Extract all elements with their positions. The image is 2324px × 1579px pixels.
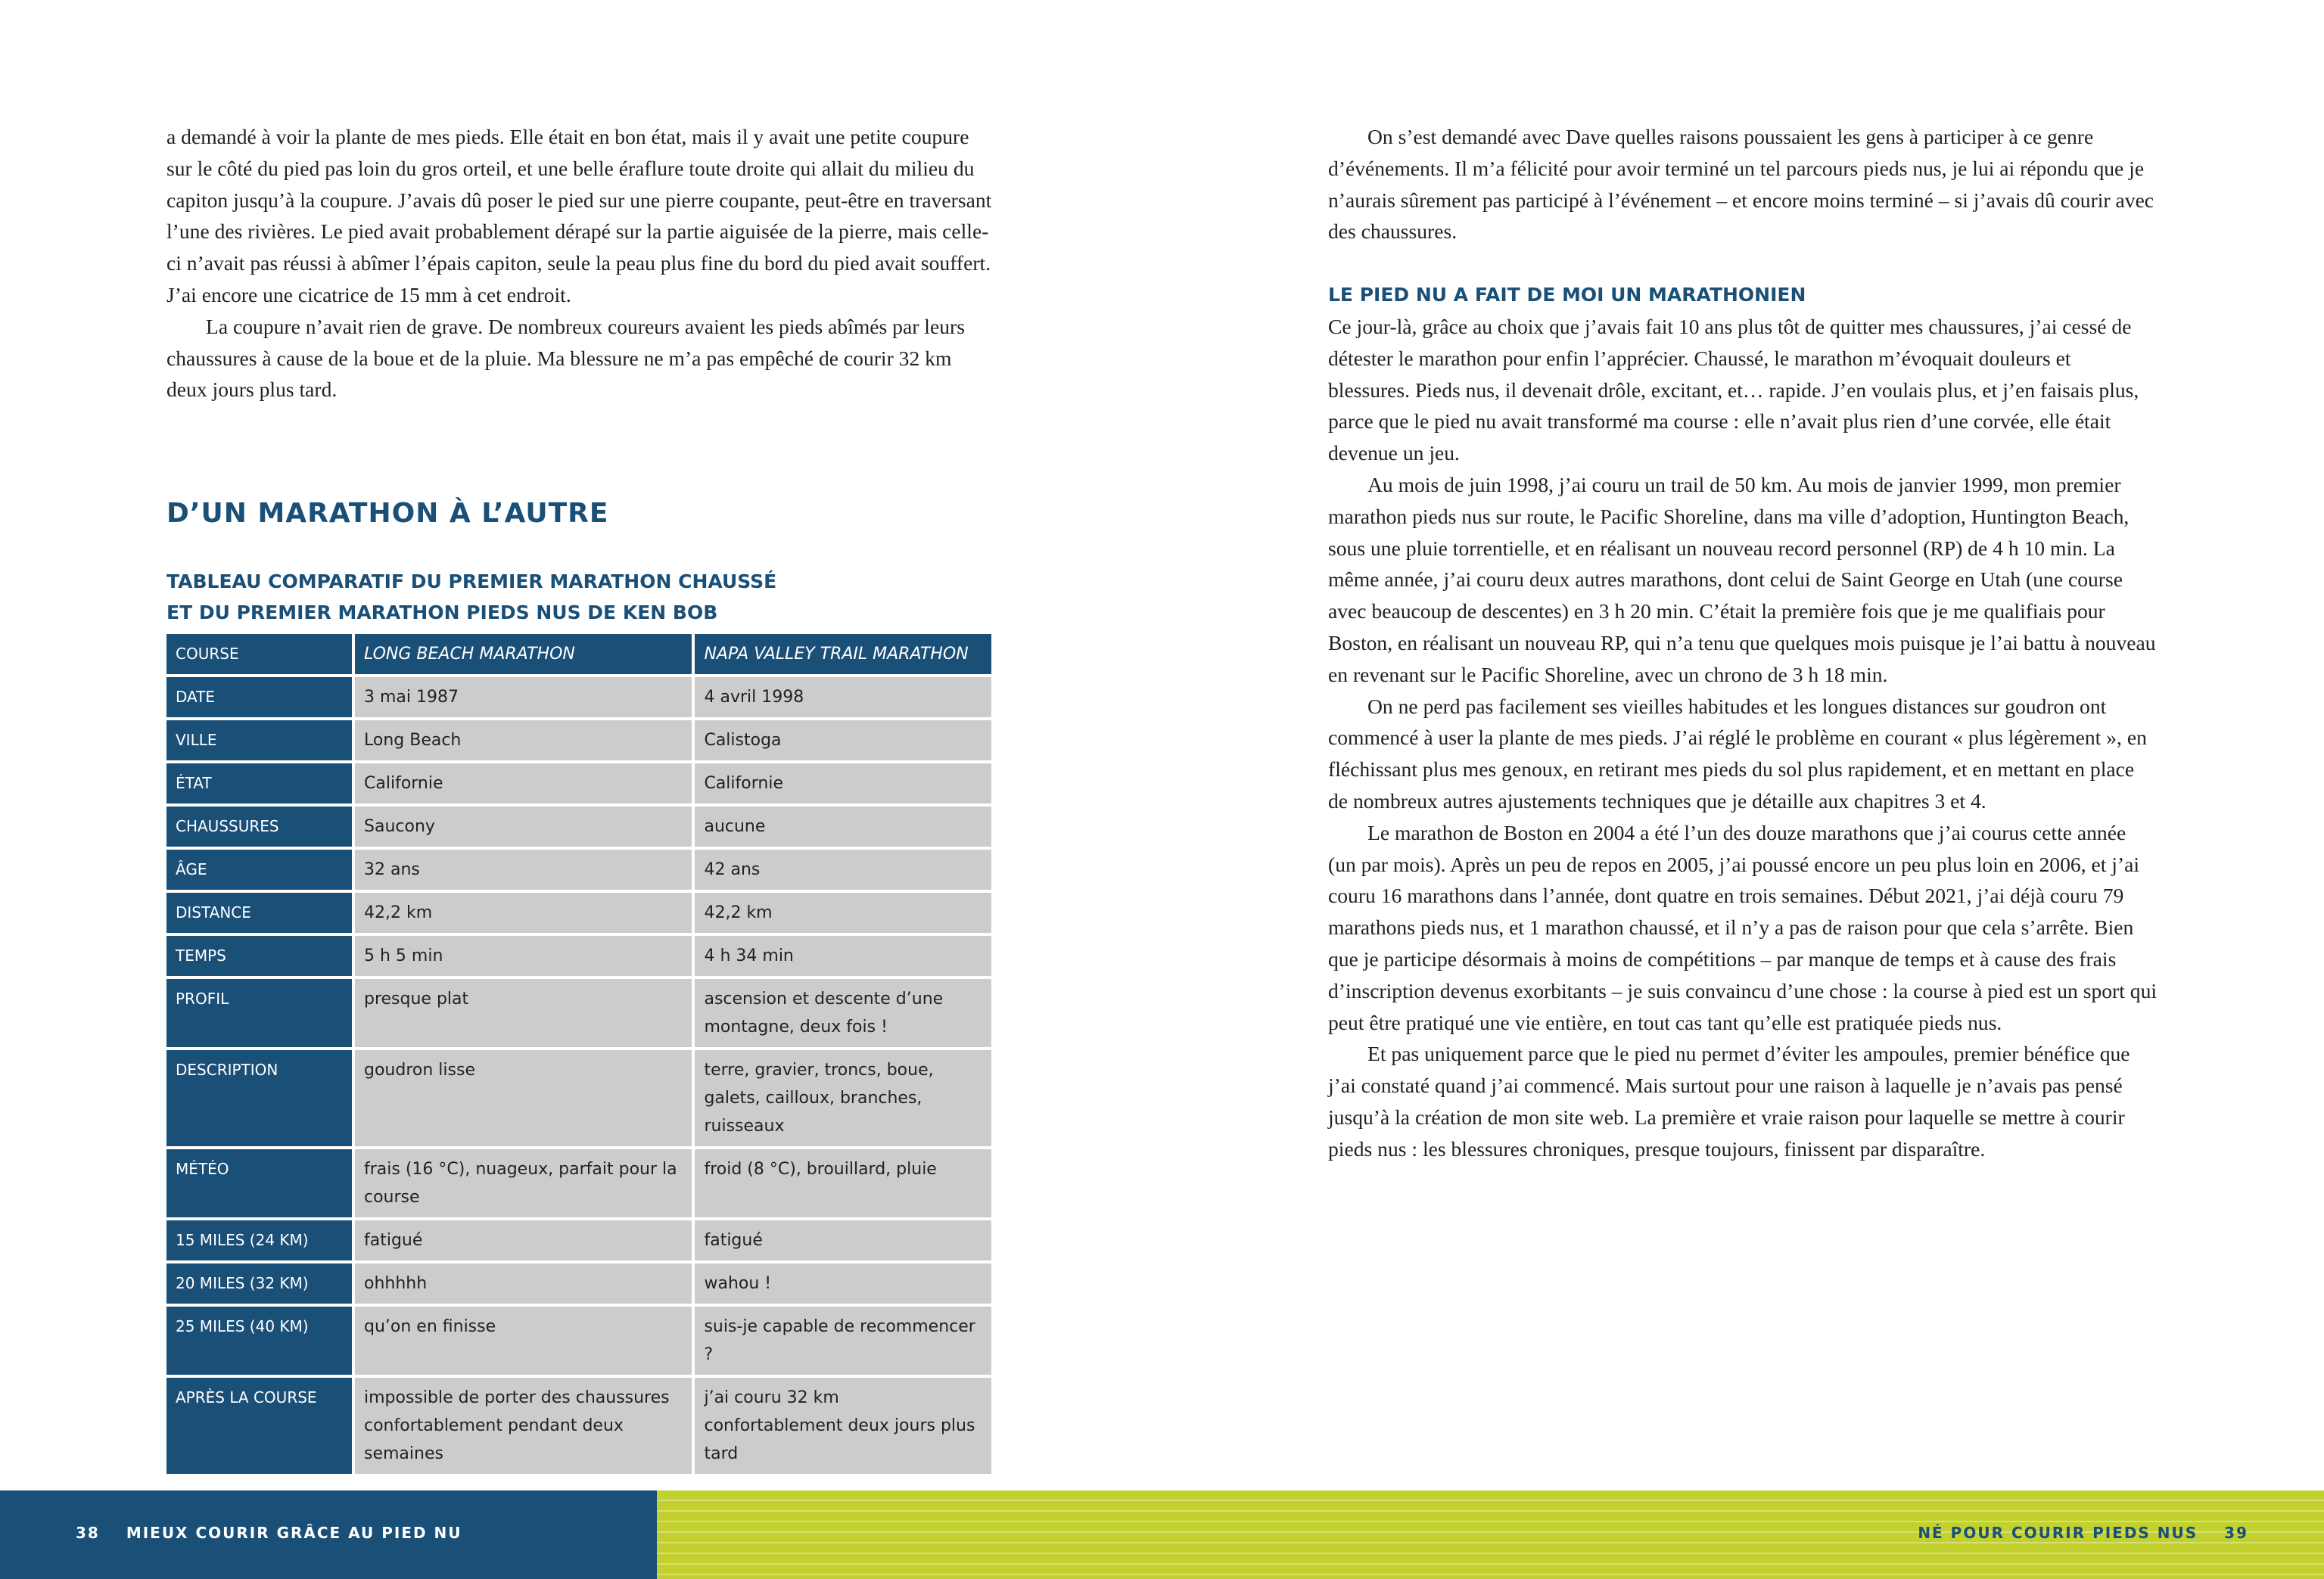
comparison-table xyxy=(163,631,994,1477)
header-course: COURSE xyxy=(166,634,352,674)
row-label: DESCRIPTION xyxy=(166,1050,352,1146)
cell-long-beach: ohhhhh xyxy=(355,1264,692,1304)
table-row xyxy=(166,807,991,847)
cell-long-beach: fatigué xyxy=(355,1220,692,1260)
table-body xyxy=(166,677,991,1474)
cell-long-beach: Saucony xyxy=(355,807,692,847)
table-row xyxy=(166,893,991,933)
cell-napa-valley: terre, gravier, troncs, boue, galets, cailloux, branches, ruisseaux xyxy=(695,1050,991,1146)
cell-napa-valley: Californie xyxy=(695,763,991,803)
cell-napa-valley: ascension et descente d’une montagne, deux fois ! xyxy=(695,979,991,1047)
cell-napa-valley: Calistoga xyxy=(695,720,991,760)
right-paragraph-2: Au mois de juin 1998, j’ai couru un trail de 50 km. Au mois de janvier 1999, mon premier marathon pieds nus sur route, le Pacific Shoreline, dans ma ville d’adoption, Huntington Beach, sous une pluie torrentielle, et en réalisant un nouveau record personnel (RP) de 4 h 10 min. La même année, j’ai couru deux autres marathons, dont celui de Saint George en Utah (une course avec beaucoup de descentes) en 3 h 20 min. C’était la première fois que je me qualifiais pour Boston, en réalisant un nouveau RP, qui n’a tenu que quelques mois puisque je l’ai battu à nouveau en revenant sur le Pacific Shoreline, avec un chrono de 3 h 18 min. xyxy=(1328,472,2156,686)
right-paragraph-3: On ne perd pas facilement ses vieilles habitudes et les longues distances sur goudron ont commencé à user la plante de mes pieds. J’ai réglé le problème en courant « plus légèrement », en fléchissant plus mes genoux, en retirant mes pieds du sol plus rapidement, et en mettant en place de nombreux autres ajustements techniques que je détaille aux chapitres 3 et 4. xyxy=(1328,694,2147,813)
table-title xyxy=(166,566,999,628)
table-row xyxy=(166,850,991,890)
cell-napa-valley: 4 h 34 min xyxy=(695,936,991,976)
cell-long-beach: Californie xyxy=(355,763,692,803)
cell-napa-valley: fatigué xyxy=(695,1220,991,1260)
cell-napa-valley: j’ai couru 32 km confortablement deux jours plus tard xyxy=(695,1378,991,1474)
left-page-text xyxy=(166,121,996,406)
cell-long-beach: 42,2 km xyxy=(355,893,692,933)
header-napa-valley: NAPA VALLEY TRAIL MARATHON xyxy=(695,634,991,674)
right-paragraph-5: Et pas uniquement parce que le pied nu permet d’éviter les ampoules, premier bénéfice que j’ai constaté quand j’ai commencé. Mais surtout pour une raison à laquelle je n’avais pas pensé jusqu’à la création de mon site web. La première et vraie raison pour laquelle se mettre à courir pieds nus : les blessures chroniques, presque toujours, finissent par disparaître. xyxy=(1328,1042,2130,1161)
table-row xyxy=(166,979,991,1047)
table-row xyxy=(166,763,991,803)
right-page-text xyxy=(1328,121,2158,1165)
left-page-number: 38 xyxy=(76,1524,100,1542)
cell-long-beach: Long Beach xyxy=(355,720,692,760)
row-label: DATE xyxy=(166,677,352,717)
table-row xyxy=(166,720,991,760)
table-row xyxy=(166,1307,991,1375)
cell-long-beach: frais (16 °C), nuageux, parfait pour la course xyxy=(355,1149,692,1217)
row-label: MÉTÉO xyxy=(166,1149,352,1217)
table-row xyxy=(166,1220,991,1260)
cell-long-beach: presque plat xyxy=(355,979,692,1047)
cell-napa-valley: froid (8 °C), brouillard, pluie xyxy=(695,1149,991,1217)
table-row xyxy=(166,936,991,976)
right-footer xyxy=(1918,1524,2248,1542)
right-paragraph-intro: On s’est demandé avec Dave quelles raisons poussaient les gens à participer à ce genre d’événements. Il m’a félicité pour avoir terminé un tel parcours pieds nus, je lui ai répondu que je n’aurais sûrement pas participé à l’événement – et encore moins terminé – si j’avais dû courir avec des chaussures. xyxy=(1328,125,2154,244)
row-label: PROFIL xyxy=(166,979,352,1047)
table-row xyxy=(166,1378,991,1474)
cell-long-beach: 32 ans xyxy=(355,850,692,890)
right-running-title: NÉ POUR COURIR PIEDS NUS xyxy=(1918,1524,2198,1542)
cell-long-beach: goudron lisse xyxy=(355,1050,692,1146)
cell-napa-valley: 42 ans xyxy=(695,850,991,890)
subheading: LE PIED NU A FAIT DE MOI UN MARATHONIEN xyxy=(1328,284,1806,306)
left-footer xyxy=(76,1524,462,1542)
right-paragraph-first: Ce jour-là, grâce au choix que j’avais fait 10 ans plus tôt de quitter mes chaussures, j’ai cessé de détester le marathon pour enfin l’apprécier. Chaussé, le marathon m’évoquait douleurs et blessures. Pieds nus, il devenait drôle, excitant, et… rapide. J’en voulais plus, et j’en faisais plus, parce que le pied nu avait transformé ma course : elle n’avait plus rien d’une corvée, elle était devenue un jeu. xyxy=(1328,314,2139,465)
cell-napa-valley: suis-je capable de recommencer ? xyxy=(695,1307,991,1375)
row-label: VILLE xyxy=(166,720,352,760)
table-row xyxy=(166,1264,991,1304)
table-row xyxy=(166,1149,991,1217)
row-label: ÉTAT xyxy=(166,763,352,803)
cell-long-beach: 3 mai 1987 xyxy=(355,677,692,717)
row-label: 25 MILES (40 KM) xyxy=(166,1307,352,1375)
row-label: 20 MILES (32 KM) xyxy=(166,1264,352,1304)
row-label: CHAUSSURES xyxy=(166,807,352,847)
row-label: 15 MILES (24 KM) xyxy=(166,1220,352,1260)
row-label: TEMPS xyxy=(166,936,352,976)
table-row xyxy=(166,1050,991,1146)
table-title-line-1: TABLEAU COMPARATIF DU PREMIER MARATHON CHAUSSÉ xyxy=(166,570,777,592)
table-header-row xyxy=(166,634,991,674)
cell-long-beach: 5 h 5 min xyxy=(355,936,692,976)
header-long-beach: LONG BEACH MARATHON xyxy=(355,634,692,674)
left-running-title: MIEUX COURIR GRÂCE AU PIED NU xyxy=(126,1524,462,1542)
cell-long-beach: impossible de porter des chaussures confortablement pendant deux semaines xyxy=(355,1378,692,1474)
table-row xyxy=(166,677,991,717)
right-page-number: 39 xyxy=(2224,1524,2248,1542)
cell-napa-valley: wahou ! xyxy=(695,1264,991,1304)
left-paragraph-2: La coupure n’avait rien de grave. De nombreux coureurs avaient les pieds abîmés par leurs chaussures à cause de la boue et de la pluie. Ma blessure ne m’a pas empêché de courir 32 km deux jours plus tard. xyxy=(166,314,965,402)
left-paragraph-1: a demandé à voir la plante de mes pieds. Elle était en bon état, mais il y avait une petite coupure sur le côté du pied pas loin du gros orteil, et une belle éraflure toute droite qui allait du milieu du capiton jusqu’à la coupure. J’avais dû poser le pied sur une pierre coupante, peut-être en traversant l’une des rivières. Le pied avait probablement dérapé sur la partie aiguisée de la pierre, mais celle-ci n’avait pas réussi à abîmer l’épais capiton, seule la peau plus fine du bord du pied avait souffert. J’ai encore une cicatrice de 15 mm à cet endroit. xyxy=(166,125,992,306)
cell-napa-valley: aucune xyxy=(695,807,991,847)
row-label: APRÈS LA COURSE xyxy=(166,1378,352,1474)
right-paragraph-4: Le marathon de Boston en 2004 a été l’un des douze marathons que j’ai courus cette année (un par mois). Après un peu de repos en 2005, j’ai poussé encore un peu plus loin en 2006, et j’ai couru 16 marathons dans l’année, dont quatre en trois semaines. Début 2021, j’ai déjà couru 79 marathons pieds nus, et 1 marathon chaussé, et il n’y a pas de raison pour que cela s’arrête. Bien que je participe désormais à moins de compétitions – par manque de temps et à cause des frais d’inscription devenus exorbitants – je suis convaincu d’une chose : la course à pied est un sport qui peut être pratiqué une vie entière, en tout cas tant qu’elle est pratiquée pieds nus. xyxy=(1328,820,2158,1034)
table-title-line-2: ET DU PREMIER MARATHON PIEDS NUS DE KEN BOB xyxy=(166,601,718,623)
cell-napa-valley: 42,2 km xyxy=(695,893,991,933)
row-label: DISTANCE xyxy=(166,893,352,933)
cell-napa-valley: 4 avril 1998 xyxy=(695,677,991,717)
row-label: ÂGE xyxy=(166,850,352,890)
section-title: D’UN MARATHON À L’AUTRE xyxy=(166,498,609,529)
cell-long-beach: qu’on en finisse xyxy=(355,1307,692,1375)
